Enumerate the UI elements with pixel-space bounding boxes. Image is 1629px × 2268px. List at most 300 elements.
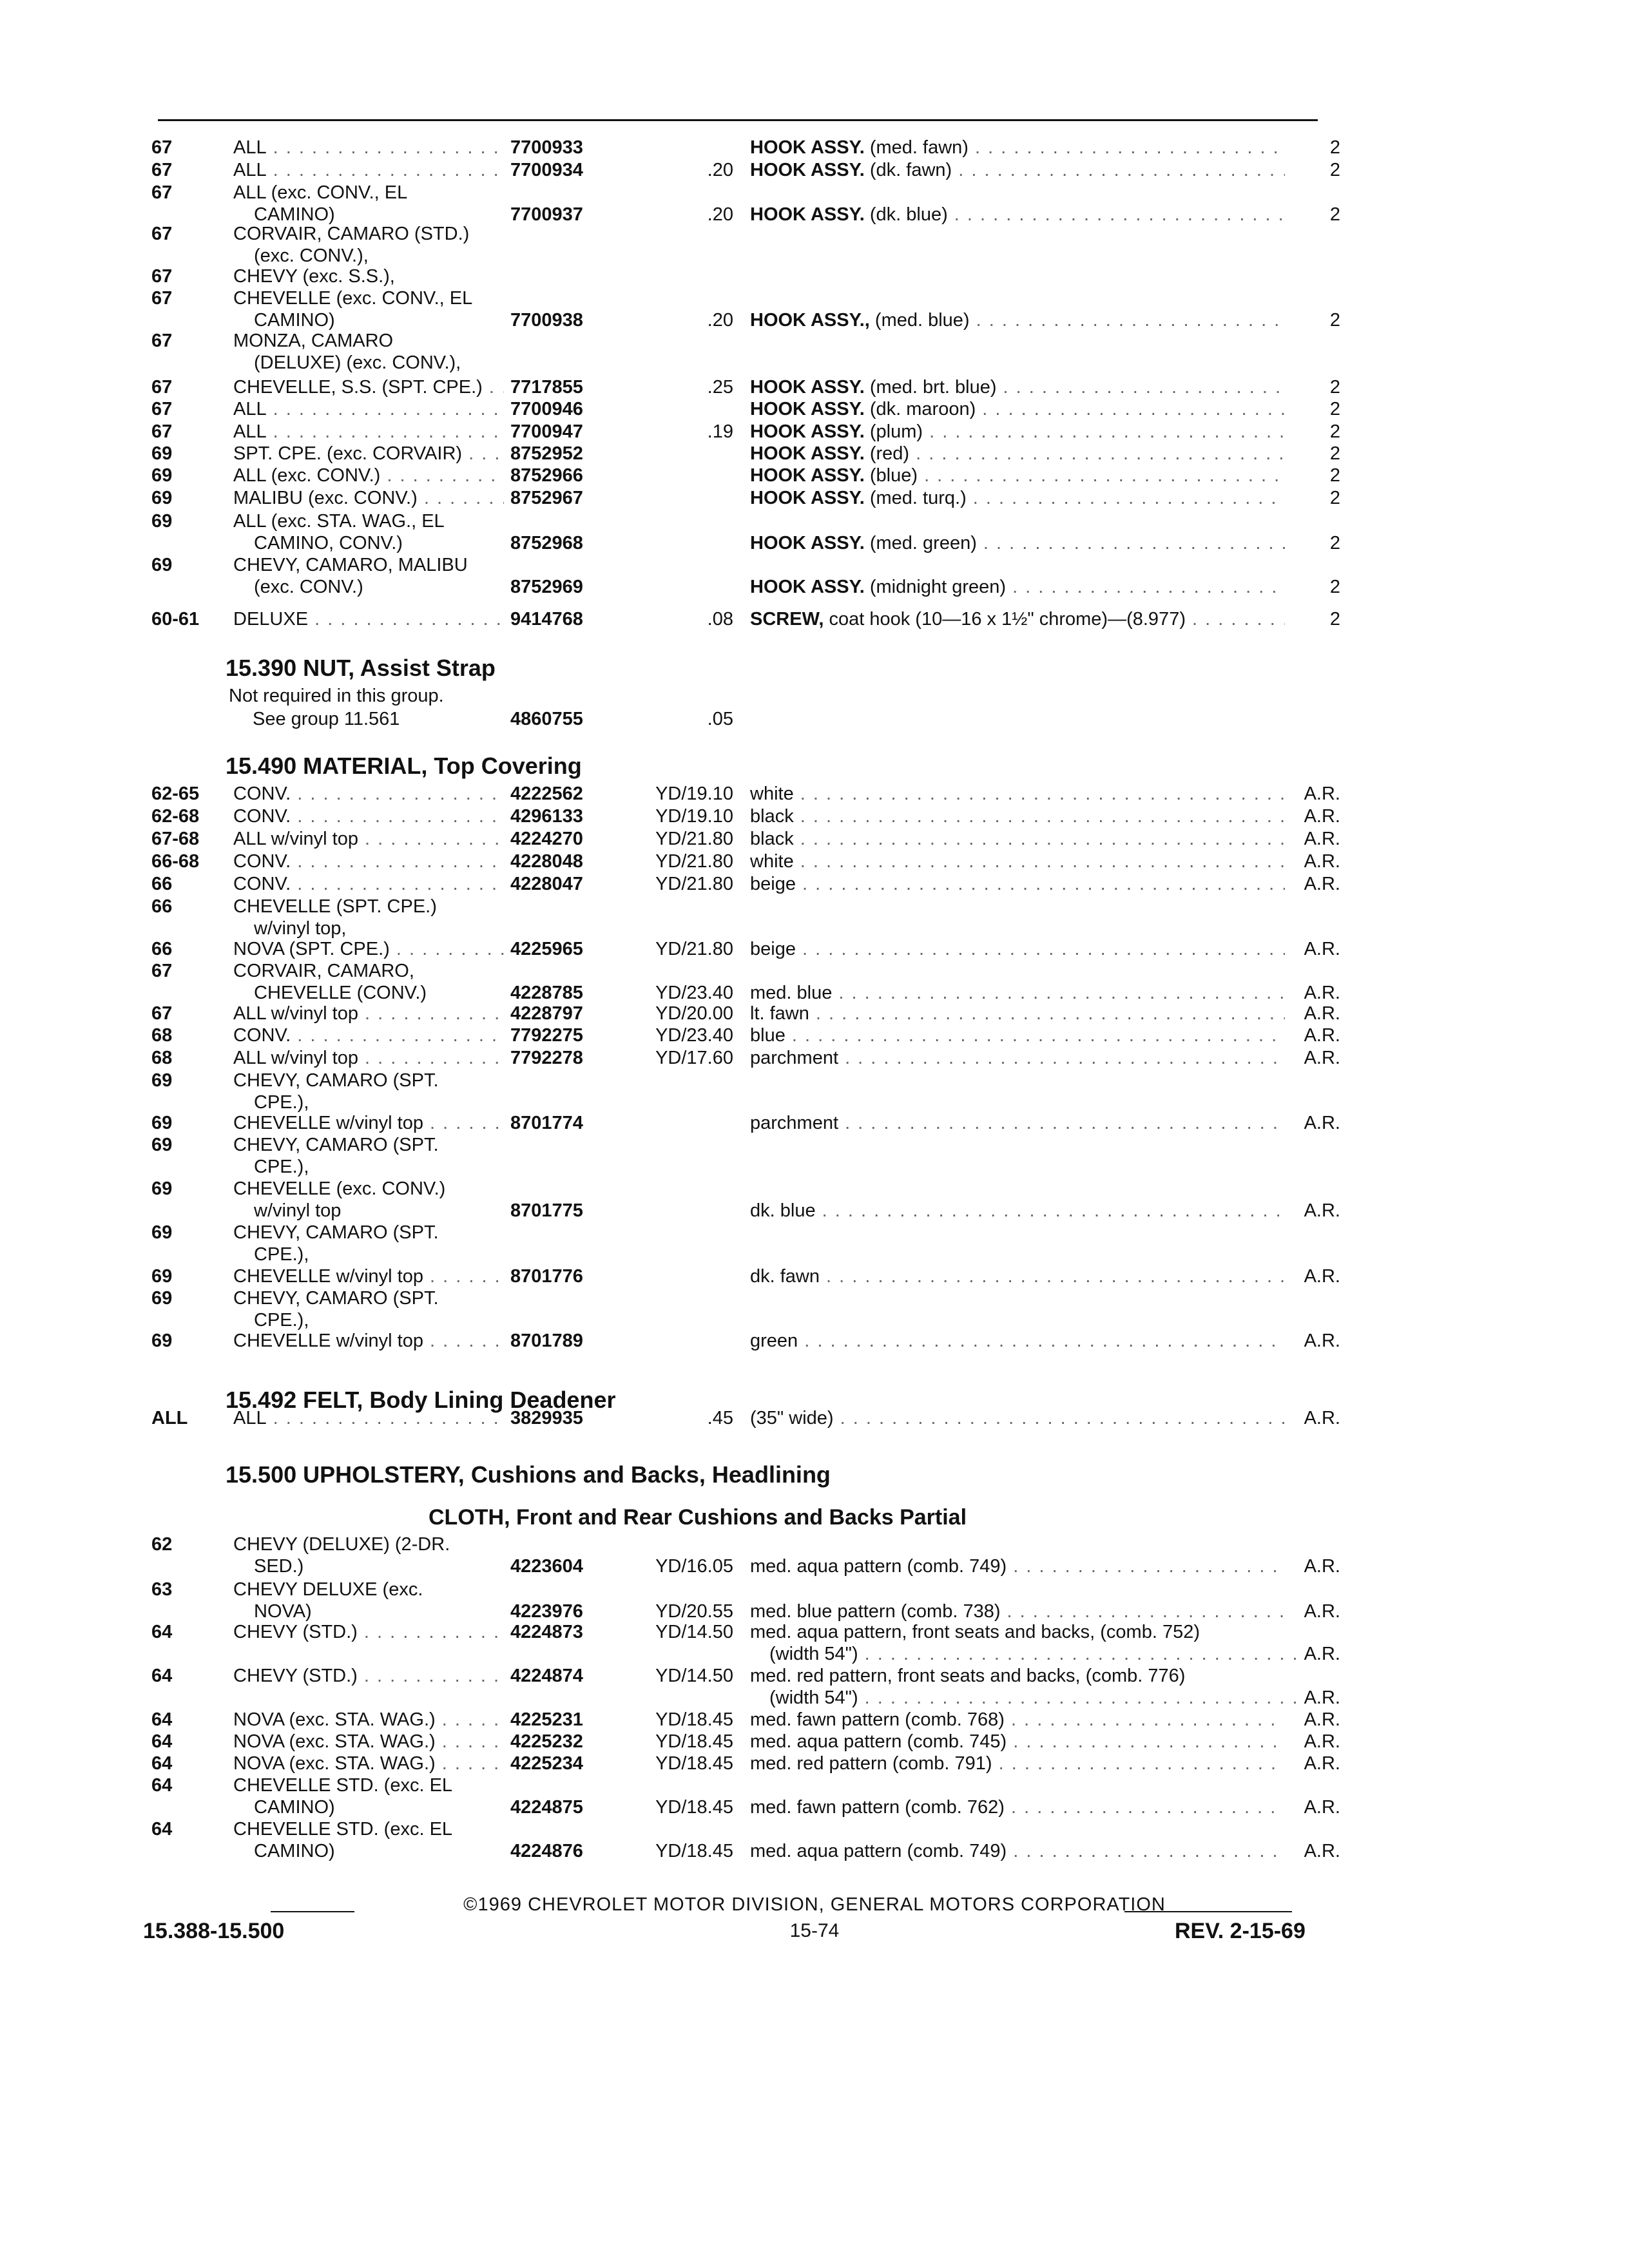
table-row	[0, 1621, 1629, 1665]
quantity: A.R.	[1304, 983, 1340, 1003]
year-cell: 67	[151, 137, 173, 158]
price: .08	[707, 609, 733, 629]
description-text: med. red pattern, front seats and backs, (comb. 776)	[750, 1666, 1186, 1686]
model-cell	[233, 850, 504, 872]
quantity: 2	[1329, 204, 1340, 225]
quantity: 2	[1329, 577, 1340, 597]
description-name: HOOK ASSY.,	[750, 310, 870, 331]
part-number: 8701774	[510, 1113, 583, 1133]
part-number: 7792275	[510, 1025, 583, 1046]
year-cell: 64	[151, 1819, 173, 1840]
model-text-continued: CAMINO)	[254, 310, 335, 331]
part-number: 4224270	[510, 829, 583, 849]
description-text: beige	[750, 939, 796, 959]
year-cell: 69	[151, 443, 173, 464]
model-text: CHEVY, CAMARO (SPT.	[233, 1288, 439, 1309]
year-cell: 67	[151, 399, 173, 419]
model-cell	[233, 608, 504, 630]
model-text: CHEVY, CAMARO (SPT.	[233, 1222, 439, 1243]
quantity: A.R.	[1304, 1113, 1340, 1133]
description-cell	[750, 1709, 1285, 1731]
model-text: CHEVELLE w/vinyl top	[233, 1266, 423, 1287]
model-cell	[233, 1112, 504, 1134]
price: YD/16.05	[655, 1556, 733, 1577]
table-row	[0, 1287, 1629, 1331]
part-number: 4224876	[510, 1841, 583, 1861]
nut-note: Not required in this group.	[229, 686, 444, 706]
part-number: 4224875	[510, 1797, 583, 1818]
part-number: 4222562	[510, 783, 583, 804]
description-text: (blue)	[869, 465, 918, 486]
description-cell	[750, 398, 1285, 420]
description-cell	[750, 850, 1285, 872]
table-row	[0, 1134, 1629, 1178]
year-cell: 64	[151, 1731, 173, 1752]
description-text: med. fawn pattern (comb. 768)	[750, 1709, 1005, 1730]
model-cell	[233, 1265, 504, 1287]
description-text: dk. blue	[750, 1200, 816, 1221]
description-name: HOOK ASSY.	[750, 377, 865, 398]
model-text: ALL (exc. CONV., EL	[233, 182, 408, 203]
description-name: HOOK ASSY.	[750, 465, 865, 486]
price: YD/14.50	[655, 1666, 733, 1686]
year-cell: 69	[151, 1135, 173, 1155]
model-text-continued: CAMINO, CONV.)	[254, 533, 403, 553]
description-text: (plum)	[869, 421, 923, 442]
quantity: A.R.	[1304, 874, 1340, 894]
quantity: 2	[1329, 443, 1340, 464]
description-text: med. blue pattern (comb. 738)	[750, 1601, 1001, 1622]
model-cell	[233, 182, 504, 226]
description-cell	[750, 1600, 1285, 1622]
model-text: CORVAIR, CAMARO (STD.)	[233, 224, 470, 244]
description-text: med. fawn pattern (comb. 762)	[750, 1797, 1005, 1818]
nut-see-group: See group 11.561	[253, 709, 400, 729]
part-number: 7792278	[510, 1048, 583, 1068]
description-text: dk. fawn	[750, 1266, 820, 1287]
model-cell	[233, 1222, 504, 1265]
model-cell	[233, 1731, 504, 1753]
model-text: NOVA (exc. STA. WAG.)	[233, 1731, 436, 1752]
description-cell	[750, 421, 1285, 443]
year-cell: 67	[151, 377, 173, 398]
part-number: 8701775	[510, 1200, 583, 1221]
year-cell: 69	[151, 511, 173, 532]
model-cell	[233, 960, 504, 1004]
table-row	[0, 1579, 1629, 1622]
year-cell: 67	[151, 1003, 173, 1024]
model-cell	[233, 1533, 504, 1577]
model-text: CHEVELLE STD. (exc. EL	[233, 1819, 453, 1840]
model-text: SPT. CPE. (exc. CORVAIR)	[233, 443, 463, 464]
year-cell: 64	[151, 1753, 173, 1774]
price: YD/21.80	[655, 939, 733, 959]
nut-price: .05	[707, 709, 733, 729]
model-text: CHEVY (STD.)	[233, 1666, 358, 1686]
section-title-felt: 15.492 FELT, Body Lining Deadener	[226, 1387, 616, 1413]
model-text-continued: CPE.),	[254, 1310, 309, 1331]
part-number: 4224874	[510, 1666, 583, 1686]
description-cell	[750, 137, 1285, 159]
page-number: 15-74	[789, 1920, 840, 1941]
description-cell	[750, 608, 1285, 630]
description-text: (med. fawn)	[869, 137, 969, 158]
part-number: 4228797	[510, 1003, 583, 1024]
model-cell	[233, 265, 504, 287]
model-text: CHEVELLE w/vinyl top	[233, 1113, 423, 1133]
price: .45	[707, 1408, 733, 1428]
description-text: black	[750, 829, 794, 849]
year-cell: 67	[151, 224, 173, 244]
quantity: A.R.	[1304, 1753, 1340, 1774]
table-row	[0, 960, 1629, 1004]
description-cell	[750, 1796, 1285, 1818]
year-cell: 63	[151, 1579, 173, 1600]
description-name: HOOK ASSY.	[750, 399, 865, 419]
model-cell	[233, 1818, 504, 1862]
model-cell	[233, 487, 504, 509]
description-text: (midnight green)	[869, 577, 1007, 597]
year-cell: 66-68	[151, 851, 200, 872]
description-cell	[750, 309, 1285, 331]
model-cell	[233, 1774, 504, 1818]
description-cell	[750, 938, 1285, 960]
description-name: HOOK ASSY.	[750, 443, 865, 464]
quantity: A.R.	[1304, 806, 1340, 827]
price: YD/21.80	[655, 829, 733, 849]
quantity: A.R.	[1304, 783, 1340, 804]
table-row	[0, 1070, 1629, 1113]
model-cell	[233, 421, 504, 443]
table-row	[0, 182, 1629, 226]
part-number: 8752952	[510, 443, 583, 464]
description-text: (med. blue)	[874, 310, 970, 331]
price: .20	[707, 160, 733, 180]
price: YD/17.60	[655, 1048, 733, 1068]
model-cell	[233, 1024, 504, 1046]
table-row	[0, 554, 1629, 598]
description-cell	[750, 873, 1285, 895]
description-cell	[750, 443, 1285, 465]
description-text: blue	[750, 1025, 786, 1046]
model-text-continued: NOVA)	[254, 1601, 312, 1622]
description-cell	[750, 1753, 1285, 1774]
description-cell	[750, 376, 1285, 398]
model-text: CONV.	[233, 1025, 291, 1046]
price: YD/21.80	[655, 851, 733, 872]
part-number: 4228047	[510, 874, 583, 894]
part-number: 4225965	[510, 939, 583, 959]
model-text: NOVA (SPT. CPE.)	[233, 939, 390, 959]
year-cell: 64	[151, 1622, 173, 1642]
table-row	[0, 608, 1629, 652]
quantity: A.R.	[1304, 939, 1340, 959]
part-number: 8752966	[510, 465, 583, 486]
quantity: A.R.	[1304, 1003, 1340, 1024]
year-cell: 69	[151, 1113, 173, 1133]
description-cell	[750, 1330, 1285, 1352]
model-cell	[233, 1753, 504, 1774]
model-text: CHEVELLE (exc. CONV.)	[233, 1178, 446, 1199]
part-number: 3829935	[510, 1408, 583, 1428]
quantity: A.R.	[1304, 1601, 1340, 1622]
description-text: lt. fawn	[750, 1003, 809, 1024]
price: YD/19.10	[655, 806, 733, 827]
model-text: ALL w/vinyl top	[233, 1048, 358, 1068]
model-text-continued: CHEVELLE (CONV.)	[254, 983, 427, 1003]
description-name: HOOK ASSY.	[750, 160, 865, 180]
description-cell	[750, 532, 1285, 554]
model-text: CHEVELLE (exc. CONV., EL	[233, 288, 473, 309]
model-cell	[233, 137, 504, 159]
description-text: green	[750, 1331, 798, 1351]
model-text-continued: CPE.),	[254, 1092, 309, 1113]
model-cell	[233, 1330, 504, 1352]
section-title-nut: 15.390 NUT, Assist Strap	[226, 655, 496, 681]
part-number: 7700937	[510, 204, 583, 225]
description-text: med. red pattern (comb. 791)	[750, 1753, 992, 1774]
model-text: CHEVY, CAMARO (SPT.	[233, 1070, 439, 1091]
description-text: (med. brt. blue)	[869, 377, 997, 398]
upholstery-subtitle: CLOTH, Front and Rear Cushions and Backs Partial	[429, 1505, 967, 1530]
description-cell	[750, 828, 1285, 850]
description-cell	[750, 783, 1285, 805]
table-row	[0, 287, 1629, 331]
description-text: (med. green)	[869, 533, 977, 553]
model-text: DELUXE	[233, 609, 309, 629]
model-text-continued: (exc. CONV.),	[254, 245, 369, 266]
model-cell	[233, 376, 504, 398]
description-text: (dk. maroon)	[869, 399, 976, 419]
model-cell	[233, 1070, 504, 1113]
top-rule	[158, 119, 1318, 121]
model-text-continued: SED.)	[254, 1556, 304, 1577]
price: .20	[707, 204, 733, 225]
part-number: 7700934	[510, 160, 583, 180]
model-text: ALL w/vinyl top	[233, 829, 358, 849]
description-text: white	[750, 851, 794, 872]
quantity: 2	[1329, 465, 1340, 486]
year-cell: 69	[151, 1331, 173, 1351]
part-number: 4296133	[510, 806, 583, 827]
table-row	[0, 1407, 1629, 1451]
part-number: 7700946	[510, 399, 583, 419]
description-cell	[750, 982, 1285, 1004]
year-cell: 66	[151, 896, 173, 917]
model-text: ALL	[233, 399, 267, 419]
description-cell	[750, 805, 1285, 827]
model-text: CHEVY (exc. S.S.),	[233, 266, 395, 287]
year-cell: 62-65	[151, 783, 200, 804]
model-text: CHEVELLE (SPT. CPE.)	[233, 896, 437, 917]
part-number: 7700938	[510, 310, 583, 331]
description-text: med. aqua pattern (comb. 749)	[750, 1556, 1007, 1577]
price: YD/23.40	[655, 1025, 733, 1046]
table-row	[0, 223, 1629, 267]
table-row	[0, 896, 1629, 939]
year-cell: 64	[151, 1666, 173, 1686]
model-cell	[233, 873, 504, 895]
description-cell	[750, 1024, 1285, 1046]
description-text: (35" wide)	[750, 1408, 834, 1428]
table-row	[0, 510, 1629, 554]
copyright-line: ©1969 CHEVROLET MOTOR DIVISION, GENERAL MOTORS CORPORATION	[463, 1894, 1166, 1915]
price: .20	[707, 310, 733, 331]
part-number: 8752968	[510, 533, 583, 553]
year-cell: 67	[151, 421, 173, 442]
description-cell	[750, 1200, 1285, 1222]
model-text-continued: w/vinyl top	[254, 1200, 342, 1221]
table-row	[0, 1665, 1629, 1709]
description-text: coat hook (10—16 x 1½" chrome)—(8.977)	[829, 609, 1186, 629]
description-text: (med. turq.)	[869, 488, 967, 508]
description-name: SCREW,	[750, 609, 824, 629]
year-cell: 60-61	[151, 609, 200, 629]
model-cell	[233, 938, 504, 960]
description-text: med. aqua pattern (comb. 749)	[750, 1841, 1007, 1861]
part-number: 4225231	[510, 1709, 583, 1730]
model-text: MALIBU (exc. CONV.)	[233, 488, 418, 508]
model-text-continued: (DELUXE) (exc. CONV.),	[254, 352, 461, 373]
model-cell	[233, 554, 504, 598]
year-cell: 68	[151, 1048, 173, 1068]
price: .19	[707, 421, 733, 442]
model-text-continued: w/vinyl top,	[254, 918, 347, 939]
description-cell	[750, 1407, 1285, 1429]
year-cell: 67-68	[151, 829, 200, 849]
price: .25	[707, 377, 733, 398]
model-text: NOVA (exc. STA. WAG.)	[233, 1753, 436, 1774]
model-cell	[233, 1287, 504, 1331]
model-text-continued: CAMINO)	[254, 1841, 335, 1861]
model-cell	[233, 1003, 504, 1024]
description-text: beige	[750, 874, 796, 894]
description-cell	[750, 1047, 1285, 1069]
year-cell: 69	[151, 1178, 173, 1199]
nut-part-number: 4860755	[510, 709, 583, 729]
model-cell	[233, 443, 504, 465]
description-cell	[750, 1665, 1285, 1687]
quantity: A.R.	[1304, 1709, 1340, 1730]
description-text: med. aqua pattern, front seats and backs, (comb. 752)	[750, 1622, 1200, 1642]
quantity: A.R.	[1304, 1048, 1340, 1068]
description-text: parchment	[750, 1113, 839, 1133]
description-name: HOOK ASSY.	[750, 577, 865, 597]
year-cell: 67	[151, 961, 173, 981]
year-cell: 69	[151, 1222, 173, 1243]
part-number: 7717855	[510, 377, 583, 398]
model-cell	[233, 287, 504, 331]
year-cell: 66	[151, 874, 173, 894]
model-text: MONZA, CAMARO	[233, 331, 394, 351]
quantity: 2	[1329, 533, 1340, 553]
model-text: CONV.	[233, 851, 291, 872]
part-number: 4225234	[510, 1753, 583, 1774]
table-row	[0, 1330, 1629, 1374]
revision-date: REV. 2-15-69	[1175, 1919, 1306, 1943]
price: YD/19.10	[655, 783, 733, 804]
model-cell	[233, 1047, 504, 1069]
table-row	[0, 1222, 1629, 1265]
table-row	[0, 330, 1629, 374]
model-cell	[233, 1709, 504, 1731]
quantity: A.R.	[1304, 1797, 1340, 1818]
quantity: A.R.	[1304, 1644, 1340, 1664]
table-row	[0, 1818, 1629, 1862]
model-text: CONV.	[233, 806, 291, 827]
model-text: CHEVY (DELUXE) (2-DR.	[233, 1534, 450, 1555]
quantity: A.R.	[1304, 851, 1340, 872]
year-cell: 67	[151, 288, 173, 309]
model-text: ALL	[233, 137, 267, 158]
description-text: black	[750, 806, 794, 827]
model-cell	[233, 896, 504, 939]
model-text-continued: (exc. CONV.)	[254, 577, 363, 597]
part-number: 4223976	[510, 1601, 583, 1622]
part-number: 4228048	[510, 851, 583, 872]
table-row	[0, 1774, 1629, 1818]
part-number: 4228785	[510, 983, 583, 1003]
description-name: HOOK ASSY.	[750, 421, 865, 442]
price: YD/18.45	[655, 1797, 733, 1818]
model-cell	[233, 1621, 504, 1643]
section-title-upholstery: 15.500 UPHOLSTERY, Cushions and Backs, Headlining	[226, 1461, 831, 1488]
description-cell	[750, 1265, 1285, 1287]
quantity: 2	[1329, 421, 1340, 442]
section-title-material: 15.490 MATERIAL, Top Covering	[226, 753, 582, 779]
description-cell	[750, 1112, 1285, 1134]
model-text: ALL (exc. STA. WAG., EL	[233, 511, 445, 532]
year-cell: 67	[151, 160, 173, 180]
quantity: 2	[1329, 399, 1340, 419]
part-number: 7700933	[510, 137, 583, 158]
year-cell: 69	[151, 1288, 173, 1309]
quantity: 2	[1329, 609, 1340, 629]
year-cell: 67	[151, 266, 173, 287]
quantity: 2	[1329, 310, 1340, 331]
year-cell: 67	[151, 331, 173, 351]
year-cell: 64	[151, 1709, 173, 1730]
quantity: 2	[1329, 377, 1340, 398]
quantity: A.R.	[1304, 1731, 1340, 1752]
year-cell: 62	[151, 1534, 173, 1555]
part-number: 4224873	[510, 1622, 583, 1642]
part-number: 8752967	[510, 488, 583, 508]
model-cell	[233, 510, 504, 554]
description-text: (red)	[869, 443, 910, 464]
group-range: 15.388-15.500	[143, 1919, 285, 1943]
quantity: A.R.	[1304, 1408, 1340, 1428]
description-cell	[750, 1621, 1285, 1643]
quantity: A.R.	[1304, 1687, 1340, 1708]
model-text-continued: CAMINO)	[254, 1797, 335, 1818]
description-name: HOOK ASSY.	[750, 488, 865, 508]
model-cell	[233, 828, 504, 850]
model-text: CHEVELLE w/vinyl top	[233, 1331, 423, 1351]
description-text: (dk. blue)	[869, 204, 948, 225]
quantity: A.R.	[1304, 1266, 1340, 1287]
description-cell	[750, 487, 1285, 509]
part-number: 9414768	[510, 609, 583, 629]
description-text: med. aqua pattern (comb. 745)	[750, 1731, 1007, 1752]
part-number: 4223604	[510, 1556, 583, 1577]
model-text: CHEVELLE STD. (exc. EL	[233, 1775, 453, 1796]
description-cell	[750, 465, 1285, 486]
model-text: ALL (exc. CONV.)	[233, 465, 381, 486]
model-text: CORVAIR, CAMARO,	[233, 961, 414, 981]
price: YD/18.45	[655, 1753, 733, 1774]
model-cell	[233, 805, 504, 827]
